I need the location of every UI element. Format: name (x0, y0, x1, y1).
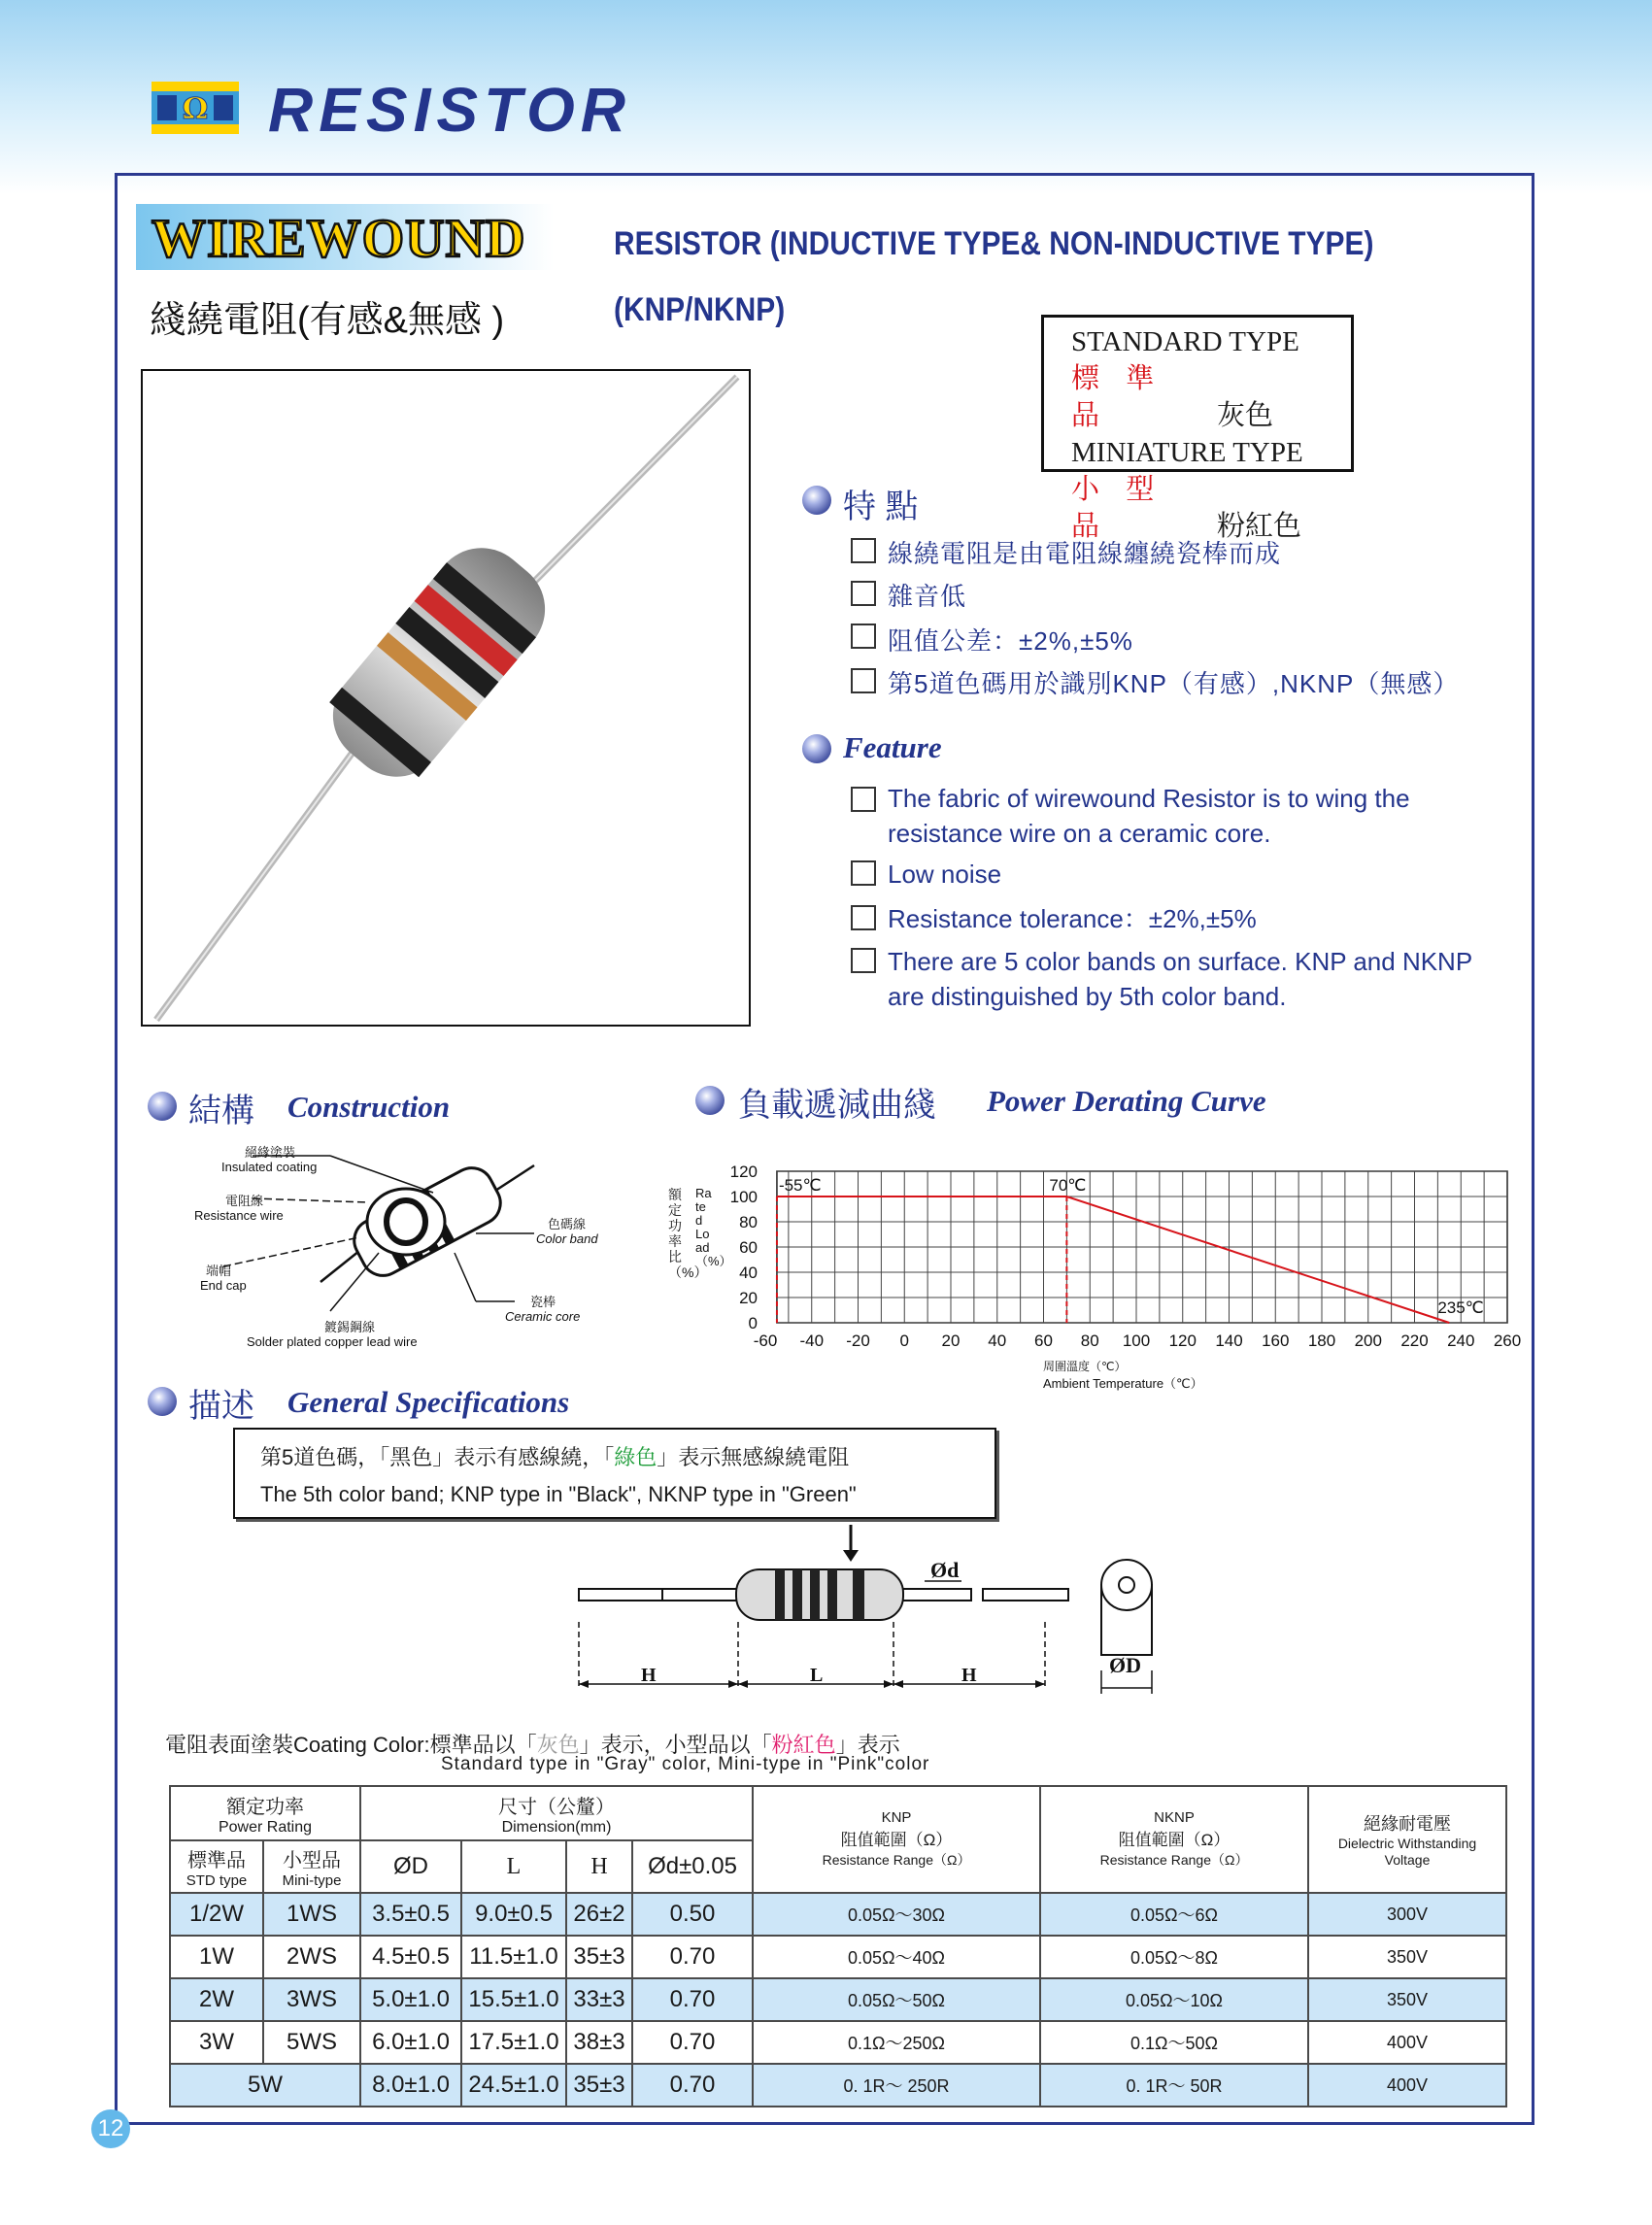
cell-d: 0.70 (632, 1978, 753, 2021)
checkbox-icon (851, 860, 876, 886)
wire-label-en: Resistance wire (194, 1208, 284, 1223)
header-dim-en: Dimension(mm) (501, 1818, 612, 1836)
checkbox-icon (851, 787, 876, 812)
header-dimension (360, 1786, 753, 1840)
bullet-icon (802, 486, 831, 515)
feature-en-item: The fabric of wirewound Resistor is to wing the resistance wire on a ceramic core. (888, 784, 1410, 848)
cell-H: 35±3 (566, 2064, 632, 2107)
chart-x-tick-label: 0 (899, 1332, 909, 1350)
cell-D: 6.0±1.0 (360, 2021, 461, 2064)
heading-line1: RESISTOR (INDUCTIVE TYPE& NON-INDUCTIVE TYPE) (614, 225, 1374, 262)
standard-type-cn: 標 準 品 (1071, 363, 1164, 431)
page-title: RESISTOR (268, 75, 631, 145)
cell-d: 0.70 (632, 2021, 753, 2064)
header-std (170, 1840, 263, 1893)
header-H: H (566, 1840, 632, 1893)
mini-type-cn: 小 型 品 (1071, 474, 1164, 542)
core-label-cn: 瓷棒 (530, 1295, 556, 1309)
power-derating-chart (719, 1156, 1525, 1360)
cell-nknp: 0.05Ω～6Ω (1040, 1893, 1308, 1936)
series-badge (136, 204, 554, 270)
cell-volt: 350V (1308, 1978, 1506, 2021)
coating-label-cn: 絕緣塗裝 (245, 1145, 296, 1160)
header-knp-3: Resistance Range（Ω） (822, 1852, 971, 1868)
chart-xlabel-cn: 周圍溫度（℃） (1043, 1360, 1127, 1373)
band-label-cn: 色碼線 (548, 1217, 587, 1231)
cell-knp: 0.05Ω～30Ω (753, 1893, 1040, 1936)
table-row (170, 2064, 1506, 2107)
dim-h2-label: H (961, 1665, 977, 1686)
coating-cn-gray: 灰色 (536, 1733, 580, 1757)
page-number: 12 (91, 2109, 130, 2148)
table-row (170, 1893, 1506, 1936)
cell-D: 8.0±1.0 (360, 2064, 461, 2107)
cell-knp: 0.1Ω～250Ω (753, 2021, 1040, 2064)
cell-D: 4.5±0.5 (360, 1936, 461, 1978)
cell-H: 33±3 (566, 1978, 632, 2021)
feature-cn-item: 第5道色碼用於識別KNP（有感）,NKNP（無感） (888, 669, 1460, 698)
cell-H: 35±3 (566, 1936, 632, 1978)
core-label-en: Ceramic core (505, 1309, 581, 1324)
cell-d: 0.70 (632, 1936, 753, 1978)
type-box (1041, 315, 1354, 542)
cell-nknp: 0. 1R～ 50R (1040, 2064, 1308, 2107)
cell-std: 2W (170, 1978, 263, 2021)
chart-x-tick-label: 160 (1262, 1332, 1290, 1350)
svg-text:Ω: Ω (182, 92, 209, 126)
feature-en-item: Low noise (888, 860, 1002, 889)
cell-L: 9.0±0.5 (461, 1893, 566, 1936)
chart-x-tick-label: 260 (1493, 1332, 1522, 1350)
series-badge-text: WIREWOUND (152, 209, 526, 269)
header-power-cn: 額定功率 (226, 1796, 304, 1818)
coating-label-en: Insulated coating (221, 1160, 318, 1174)
coating-cn-pink: 粉紅色 (771, 1733, 836, 1757)
heading-line2: (KNP/NKNP) (614, 291, 786, 328)
bullet-icon (802, 734, 831, 763)
construction-title-cn: 結構 (188, 1093, 254, 1129)
note-en: The 5th color band; KNP type in "Black", NKNP type in "Green" (260, 1482, 857, 1506)
cell-mini: 5WS (263, 2021, 360, 2064)
cell-volt: 400V (1308, 2021, 1506, 2064)
cell-d: 0.50 (632, 1893, 753, 1936)
chart-x-tick-label: -40 (799, 1332, 825, 1350)
chart-x-tick-label: 200 (1354, 1332, 1382, 1350)
cell-volt: 300V (1308, 1893, 1506, 1936)
cell-nknp: 0.1Ω～50Ω (1040, 2021, 1308, 2064)
specs-title-en: General Specifications (287, 1385, 570, 1419)
standard-type-label: STANDARD TYPE (1071, 326, 1299, 357)
cell-L: 15.5±1.0 (461, 1978, 566, 2021)
feature-cn-item: 雜音低 (888, 582, 967, 611)
features-en-title: Feature (843, 730, 942, 764)
header-voltage (1308, 1786, 1506, 1893)
chart-y-tick-label: 60 (739, 1238, 758, 1257)
chart-x-tick-label: 180 (1307, 1332, 1336, 1350)
chart-ylabel-en: Rated Load（%） (695, 1186, 732, 1268)
header-power-en: Power Rating (218, 1818, 313, 1836)
spec-table (169, 1785, 1507, 2107)
cell-mini: 3WS (263, 1978, 360, 2021)
checkbox-icon (851, 905, 876, 930)
chart-x-tick-label: 140 (1215, 1332, 1243, 1350)
dim-D-label: ØD (1109, 1653, 1141, 1677)
header-dim-cn: 尺寸（公釐） (498, 1796, 616, 1818)
coating-color-en: Standard type in "Gray" color, Mini-type in "Pink"color (441, 1754, 930, 1774)
color-band-note (233, 1428, 996, 1519)
header-mini-en: Mini-type (282, 1872, 342, 1889)
cell-mini: 1WS (263, 1893, 360, 1936)
band-label-en: Color band (536, 1231, 598, 1246)
cell-knp: 0.05Ω～50Ω (753, 1978, 1040, 2021)
feature-en-item: Resistance tolerance：±2%,±5% (888, 904, 1257, 933)
cell-L: 11.5±1.0 (461, 1936, 566, 1978)
header-volt-en: Dielectric Withstanding Voltage (1337, 1836, 1477, 1868)
standard-type-color: 灰色 (1217, 400, 1274, 431)
brand-logo-icon (152, 82, 239, 134)
coating-cn-pre: 電阻表面塗裝Coating Color:標準品以「 (165, 1733, 537, 1757)
cell-L: 24.5±1.0 (461, 2064, 566, 2107)
chart-ylabel-cn: 額定功率比（%） (668, 1187, 708, 1280)
note-cn-post: 」表示無感線繞電阻 (657, 1445, 850, 1469)
coating-cn-post: 」表示 (835, 1733, 900, 1757)
cell-D: 5.0±1.0 (360, 1978, 461, 2021)
dim-h1-label: H (641, 1665, 657, 1686)
dim-l-label: L (810, 1665, 824, 1686)
derating-title-en: Power Derating Curve (987, 1084, 1266, 1118)
header-knp-2: 阻值範圍（Ω） (840, 1831, 953, 1849)
header-nknp-3: Resistance Range（Ω） (1099, 1852, 1249, 1868)
product-photo (141, 369, 751, 1027)
header-mini (263, 1840, 360, 1893)
cell-volt: 400V (1308, 2064, 1506, 2107)
derating-title-cn: 負載遞減曲綫 (738, 1087, 936, 1124)
bullet-icon (695, 1086, 725, 1115)
chart-x-tick-label: 220 (1400, 1332, 1429, 1350)
lead-label-en: Solder plated copper lead wire (247, 1334, 418, 1349)
cell-volt: 350V (1308, 1936, 1506, 1978)
subtitle-cn: 綫繞電阻(有感&無感 ) (150, 300, 505, 341)
chart-x-tick-label: -20 (846, 1332, 870, 1350)
checkbox-icon (851, 581, 876, 606)
checkbox-icon (851, 948, 876, 973)
feature-cn-item: 阻值公差：±2%,±5% (888, 626, 1133, 656)
cell-std: 1W (170, 1936, 263, 1978)
chart-x-tick-label: 60 (1034, 1332, 1053, 1350)
chart-x-tick-label: 240 (1447, 1332, 1475, 1350)
coating-cn-mid: 」表示，小型品以「 (579, 1733, 772, 1757)
features-cn-title: 特 點 (843, 489, 919, 525)
chart-x-tick-label: 100 (1122, 1332, 1151, 1350)
header-nknp-1: NKNP (1154, 1809, 1195, 1826)
header-L: L (461, 1840, 566, 1893)
chart-x-tick-label: -60 (753, 1332, 778, 1350)
checkbox-icon (851, 538, 876, 563)
table-row (170, 1936, 1506, 1978)
cell-std: 1/2W (170, 1893, 263, 1936)
header-mini-cn: 小型品 (283, 1850, 341, 1871)
header-D: ØD (360, 1840, 461, 1893)
cell-nknp: 0.05Ω～10Ω (1040, 1978, 1308, 2021)
chart-y-tick-label: 80 (739, 1213, 758, 1231)
checkbox-icon (851, 668, 876, 693)
chart-y-tick-label: 120 (729, 1163, 758, 1181)
header-power (170, 1786, 360, 1840)
chart-x-tick-label: 120 (1168, 1332, 1197, 1350)
cell-std: 3W (170, 2021, 263, 2064)
wire-label-cn: 電阻線 (225, 1194, 264, 1208)
cell-D: 3.5±0.5 (360, 1893, 461, 1936)
cell-std: 5W (170, 2064, 360, 2107)
header-nknp-2: 阻值範圍（Ω） (1118, 1831, 1231, 1849)
lead-label-cn: 鍍錫鋼線 (324, 1320, 376, 1334)
table-row (170, 1978, 1506, 2021)
cell-nknp: 0.05Ω～8Ω (1040, 1936, 1308, 1978)
header-knp-1: KNP (881, 1809, 912, 1826)
chart-x-tick-label: 20 (941, 1332, 961, 1350)
chart-xlabel-en: Ambient Temperature（℃） (1043, 1376, 1203, 1391)
header-nknp (1040, 1786, 1308, 1893)
cell-H: 26±2 (566, 1893, 632, 1936)
specs-title-cn: 描述 (188, 1388, 254, 1425)
note-cn-pre: 第5道色碼，「黑色」表示有感線繞，「 (260, 1445, 615, 1469)
cell-L: 17.5±1.0 (461, 2021, 566, 2064)
chart-y-tick-label: 40 (739, 1264, 758, 1282)
cell-d: 0.70 (632, 2064, 753, 2107)
mini-type-label: MINIATURE TYPE (1071, 437, 1303, 468)
table-row (170, 2021, 1506, 2064)
chart-x-tick-label: 40 (988, 1332, 1007, 1350)
header-volt-cn: 絕緣耐電壓 (1364, 1814, 1452, 1834)
cell-knp: 0.05Ω～40Ω (753, 1936, 1040, 1978)
chart-annotation: -55℃ (778, 1176, 822, 1195)
feature-en-item: There are 5 color bands on surface. KNP and NKNP are distinguished by 5th color band. (888, 947, 1472, 1011)
header-d: Ød±0.05 (632, 1840, 753, 1893)
checkbox-icon (851, 624, 876, 649)
chart-y-tick-label: 20 (739, 1289, 758, 1307)
top-gradient-band (0, 0, 1652, 194)
header-knp (753, 1786, 1040, 1893)
bullet-icon (148, 1387, 177, 1416)
cap-label-en: End cap (200, 1278, 247, 1293)
header-std-cn: 標準品 (187, 1850, 246, 1871)
chart-y-tick-label: 0 (748, 1314, 758, 1332)
chart-annotation: 70℃ (1049, 1176, 1087, 1195)
resistor-photo-illustration (143, 371, 751, 1027)
construction-title-en: Construction (287, 1090, 451, 1124)
cell-knp: 0. 1R～ 250R (753, 2064, 1040, 2107)
chart-y-tick-label: 100 (729, 1188, 758, 1206)
mini-type-color: 粉紅色 (1217, 511, 1302, 542)
cell-H: 38±3 (566, 2021, 632, 2064)
cap-label-cn: 端帽 (206, 1264, 232, 1278)
bullet-icon (148, 1092, 177, 1121)
cell-mini: 2WS (263, 1936, 360, 1978)
header-std-en: STD type (185, 1872, 248, 1889)
chart-x-tick-label: 80 (1080, 1332, 1099, 1350)
dim-d-label: Ød (930, 1558, 960, 1582)
chart-annotation: 235℃ (1437, 1298, 1484, 1317)
feature-cn-item: 線繞電阻是由電阻線纏繞瓷棒而成 (888, 539, 1282, 568)
dimension-drawing (573, 1515, 1175, 1709)
note-cn-green: 綠色 (614, 1445, 657, 1469)
